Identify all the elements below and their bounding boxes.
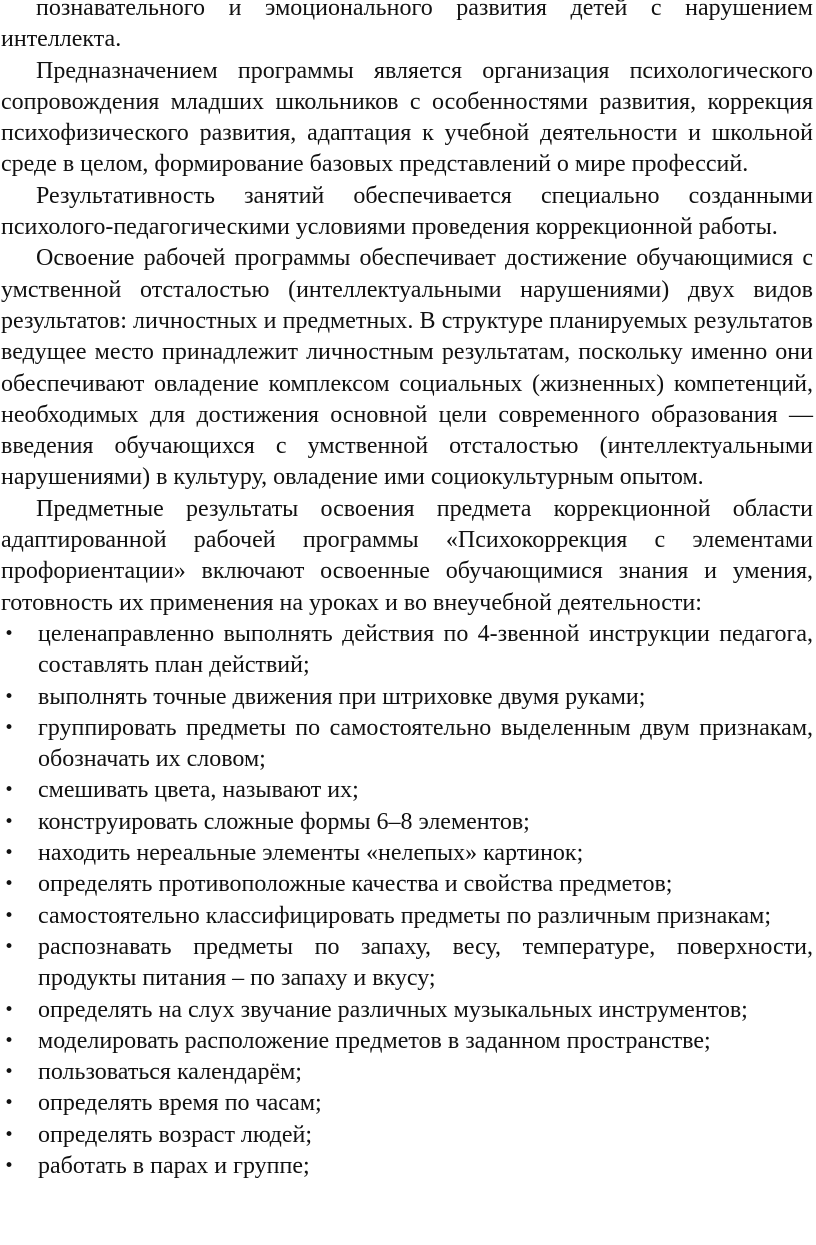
bullet-icon: •	[4, 1093, 15, 1114]
list-item	[1, 995, 813, 1026]
bullet-icon: •	[4, 623, 15, 644]
bullet-icon: •	[4, 1155, 15, 1176]
list-item	[1, 838, 813, 869]
list-item-text: находить нереальные элементы «нелепых» картинок;	[38, 840, 584, 867]
list-item-text: группировать предметы по самостоятельно выделенным двум признакам, обозначать их словом;	[38, 714, 813, 773]
paragraph-effectiveness: Результативность занятий обеспечивается специально созданными психолого-педагогическими условиями проведения коррекционной работы.	[1, 182, 813, 241]
bullet-icon: •	[4, 999, 15, 1020]
list-item	[1, 713, 813, 776]
list-item	[1, 1151, 813, 1182]
bullet-icon: •	[4, 1062, 15, 1083]
list-item-text: самостоятельно классифицировать предметы по различным признакам;	[38, 902, 772, 929]
bullet-icon: •	[4, 843, 15, 864]
list-item-text: смешивать цвета, называют их;	[38, 777, 359, 804]
bullet-icon: •	[4, 936, 15, 957]
bullet-icon: •	[4, 905, 15, 926]
list-item-text: работать в парах и группе;	[38, 1152, 310, 1179]
list-item-text: определять время по часам;	[38, 1090, 322, 1117]
list-item-text: распознавать предметы по запаху, весу, температуре, поверхности, продукты питания – по запаху и вкусу;	[38, 933, 813, 992]
list-item	[1, 932, 813, 995]
results-bullet-list	[1, 619, 813, 1182]
list-item-text: выполнять точные движения при штриховке двумя руками;	[38, 683, 646, 710]
document-body	[1, 0, 813, 1182]
list-item	[1, 1120, 813, 1151]
list-item-text: определять возраст людей;	[38, 1121, 312, 1148]
list-item-text: определять противоположные качества и свойства предметов;	[38, 871, 673, 898]
bullet-icon: •	[4, 1030, 15, 1051]
list-item	[1, 775, 813, 806]
list-item	[1, 869, 813, 900]
list-item-text: моделировать расположение предметов в заданном пространстве;	[38, 1027, 711, 1054]
paragraph-subject-results: Предметные результаты освоения предмета коррекционной области адаптированной рабочей программы «Психокоррекция с элементами профориентации» включают освоенные обучающимися знания и умения, готовность их применения на уроках и во внеучебной деятельности:	[1, 495, 813, 616]
list-item-text: определять на слух звучание различных музыкальных инструментов;	[38, 996, 748, 1023]
list-item-text: пользоваться календарём;	[38, 1059, 302, 1086]
list-item	[1, 1057, 813, 1088]
bullet-icon: •	[4, 811, 15, 832]
bullet-icon: •	[4, 717, 15, 738]
list-item	[1, 807, 813, 838]
bullet-icon: •	[4, 1124, 15, 1145]
paragraph-program-purpose: Предназначением программы является организация психологического сопровождения младших школьников с особенностями развития, коррекция психофизического развития, адаптация к учебной деятельности и школьной среде в целом, формирование базовых представлений о мире профессий.	[1, 57, 813, 178]
list-item	[1, 619, 813, 682]
list-item	[1, 682, 813, 713]
list-item-text: конструировать сложные формы 6–8 элементов;	[38, 808, 530, 835]
list-item	[1, 1088, 813, 1119]
list-item	[1, 1026, 813, 1057]
bullet-icon: •	[4, 686, 15, 707]
paragraph-results-overview: Освоение рабочей программы обеспечивает достижение обучающимися с умственной отсталостью (интеллектуальными нарушениями) двух видов результатов: личностных и предметных. В структуре планируемых результатов ведущее место принадлежит личностным результатам, поскольку именно они обеспечивают овладение комплексом социальных (жизненных) компетенций, необходимых для достижения основной цели современного образования — введения обучающихся с умственной отсталостью (интеллектуальными нарушениями) в культуру, овладение ими социокультурным опытом.	[1, 245, 813, 491]
bullet-icon: •	[4, 874, 15, 895]
paragraph-intro-continuation: познавательного и эмоционального развития детей с нарушением интеллекта.	[1, 0, 813, 53]
list-item	[1, 901, 813, 932]
bullet-icon: •	[4, 780, 15, 801]
list-item-text: целенаправленно выполнять действия по 4-звенной инструкции педагога, составлять план действий;	[38, 620, 813, 679]
